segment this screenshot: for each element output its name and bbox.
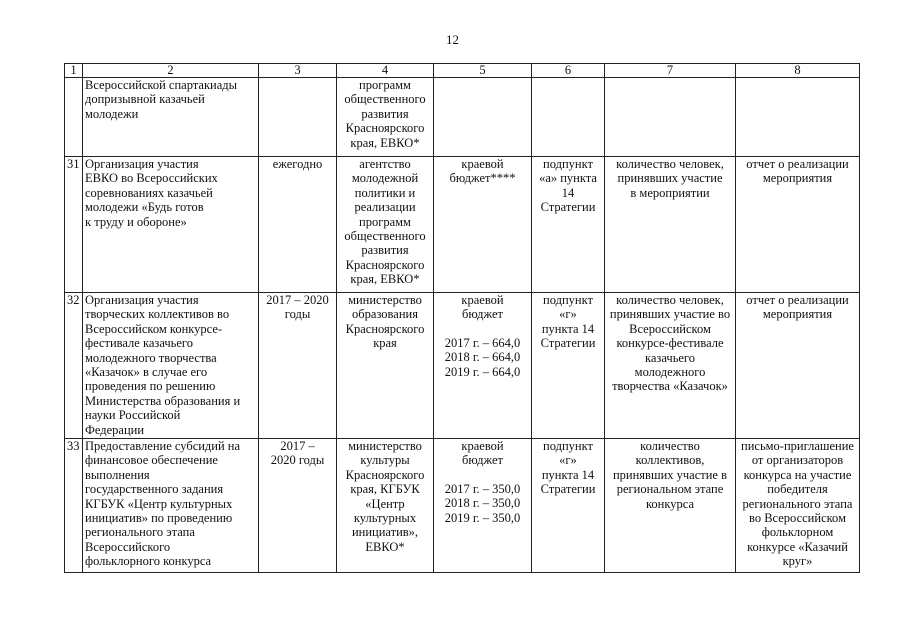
cell-text-line: фестивале казачьего	[85, 336, 193, 351]
cell-text-line: Организация участия	[85, 293, 199, 307]
row-number-cell: 31	[65, 157, 83, 293]
cell-text-line: Красноярского	[345, 257, 425, 272]
funding-source-cell	[434, 293, 532, 439]
cell-text-line: ЕВКО во Всероссийских	[85, 171, 218, 186]
cell-text-line: ЕВКО*	[365, 539, 405, 554]
strategy-basis-cell	[532, 78, 605, 157]
cell-text-line: реализации	[354, 200, 416, 215]
cell-text-line: Министерства образования и	[85, 393, 241, 408]
cell-text-line: победителя	[767, 482, 828, 497]
cell-text-line: принявших участие	[617, 171, 723, 186]
cell-text-line: конкурса на участие	[743, 467, 852, 482]
cell-text-line: Всероссийском конкурсе-	[85, 321, 223, 336]
cell-text-line: общественного	[344, 229, 426, 244]
cell-text-line: «а» пункта	[539, 171, 597, 186]
result-cell	[736, 78, 860, 157]
cell-text-line: общественного	[344, 92, 426, 107]
cell-text-line: подпункт	[543, 157, 593, 171]
cell-text-line: круг»	[782, 554, 813, 569]
cell-text-line: регионального этапа	[742, 496, 853, 511]
cell-text-line: конкурсе-фестивале	[616, 336, 724, 351]
cell-text-line: Организация участия	[85, 157, 199, 171]
cell-text-line: подпункт «г»	[543, 439, 593, 468]
cell-text-line: Стратегии	[540, 482, 596, 497]
cell-text-line: 2017 –	[280, 439, 315, 453]
cell-text-line: Красноярского	[345, 121, 425, 136]
cell-text-line: количество	[640, 439, 700, 453]
result-cell	[736, 157, 860, 293]
cell-text-line: в мероприятии	[630, 185, 710, 200]
cell-text-line: соревнованиях казачьей	[85, 185, 213, 200]
page-number: 12	[446, 32, 459, 47]
cell-text-line: пункта 14	[541, 321, 595, 336]
cell-text-line: 2019 г. – 664,0	[444, 364, 521, 379]
activity-cell	[83, 293, 259, 439]
cell-text-line: отчет о реализации	[746, 293, 849, 307]
cell-text-line: финансовое обеспечение	[85, 453, 218, 468]
executor-cell	[337, 157, 434, 293]
executor-cell	[337, 293, 434, 439]
strategy-basis-cell	[532, 439, 605, 573]
cell-text-line: допризывной казачьей	[85, 92, 205, 107]
cell-text-line: принявших участие в	[612, 467, 728, 482]
program-table	[64, 63, 860, 573]
cell-text-line: мероприятия	[762, 307, 833, 322]
header-row	[65, 64, 860, 78]
cell-text-line: во Всероссийском	[749, 511, 846, 526]
cell-text-line: Предоставление субсидий на	[85, 439, 241, 453]
cell-text-line: конкурсе «Казачий	[747, 539, 848, 554]
cell-text-line: Красноярского	[345, 467, 425, 482]
cell-text-line: краевой	[461, 439, 504, 453]
cell-text-line: годы	[284, 307, 311, 322]
header-cell: 6	[532, 64, 605, 78]
row-number-cell: 33	[65, 439, 83, 573]
cell-text-line: молодежи	[85, 106, 139, 121]
cell-text-line: фольклорного конкурса	[85, 554, 212, 569]
cell-text-line: Всероссийского	[85, 539, 171, 554]
cell-text-line: конкурса	[645, 496, 695, 511]
cell-text-line: агентство	[359, 157, 411, 171]
table-row	[65, 293, 860, 439]
cell-text-line: 14 Стратегии	[540, 185, 596, 215]
result-cell	[736, 293, 860, 439]
funding-source-cell	[434, 78, 532, 157]
cell-text-line: 2018 г. – 664,0	[444, 350, 521, 365]
cell-text-line: мероприятия	[762, 171, 833, 186]
period-cell	[259, 439, 337, 573]
cell-text-line: краевой	[461, 157, 504, 171]
cell-text-line: молодежного творчества	[85, 350, 217, 365]
cell-text-line: пункта 14	[541, 467, 595, 482]
cell-text-line: коллективов,	[635, 453, 705, 468]
cell-text-line: государственного задания	[85, 482, 224, 497]
cell-text-line: «Казачок» в случае его	[85, 365, 208, 380]
cell-text-line: инициатив»,	[351, 525, 419, 540]
indicator-cell	[605, 157, 736, 293]
cell-text-line: министерство	[348, 439, 422, 453]
cell-text-line: от организаторов	[751, 453, 844, 468]
result-cell	[736, 439, 860, 573]
indicator-cell	[605, 439, 736, 573]
row-number-cell: 32	[65, 293, 83, 439]
spacer	[436, 468, 529, 482]
cell-text-line: подпункт «г»	[543, 293, 593, 322]
cell-text-line: Красноярского	[345, 321, 425, 336]
cell-text-line: 2019 г. – 350,0	[444, 510, 521, 525]
cell-text-line: творчества «Казачок»	[612, 379, 728, 394]
cell-text-line: к труду и обороне»	[85, 214, 187, 229]
cell-text-line: казачьего	[644, 350, 696, 365]
table-row	[65, 78, 860, 157]
cell-text-line: бюджет	[462, 307, 503, 322]
header-cell: 8	[736, 64, 860, 78]
cell-text-line: бюджет****	[449, 171, 516, 186]
table-row	[65, 157, 860, 293]
cell-text-line: ежегодно	[272, 157, 323, 171]
header-cell: 4	[337, 64, 434, 78]
activity-cell	[83, 78, 259, 157]
cell-text-line: инициатив» по проведению	[85, 511, 233, 526]
cell-text-line: края, ЕВКО*	[350, 272, 420, 287]
cell-text-line: «Центр	[365, 496, 405, 511]
table-row	[65, 439, 860, 573]
cell-text-line: программ	[359, 78, 411, 92]
cell-text-line: края	[373, 336, 397, 351]
funding-source-cell	[434, 157, 532, 293]
cell-text-line: Всероссийском	[629, 321, 711, 336]
strategy-basis-cell	[532, 157, 605, 293]
cell-text-line: бюджет	[462, 453, 503, 468]
cell-text-line: развития	[361, 106, 409, 121]
row-number-cell	[65, 78, 83, 157]
strategy-basis-cell	[532, 293, 605, 439]
activity-cell	[83, 439, 259, 573]
cell-text-line: развития	[361, 243, 409, 258]
cell-text-line: образования	[352, 307, 418, 322]
cell-text-line: КГБУК «Центр культурных	[85, 496, 233, 511]
header-cell: 7	[605, 64, 736, 78]
cell-text-line: количество человек,	[616, 157, 724, 171]
cell-text-line: политики и	[354, 185, 416, 200]
header-cell: 1	[65, 64, 83, 78]
header-cell: 5	[434, 64, 532, 78]
cell-text-line: 2018 г. – 350,0	[444, 496, 521, 511]
cell-text-line: выполнения	[85, 467, 150, 482]
executor-cell	[337, 439, 434, 573]
cell-text-line: Федерации	[85, 422, 145, 437]
cell-text-line: молодежной	[351, 171, 419, 186]
indicator-cell	[605, 78, 736, 157]
cell-text-line: министерство	[348, 293, 422, 307]
period-cell	[259, 78, 337, 157]
cell-text-line: краевой	[461, 293, 504, 307]
indicator-cell	[605, 293, 736, 439]
period-cell	[259, 157, 337, 293]
cell-text-line: молодежи «Будь готов	[85, 200, 204, 215]
cell-text-line: принявших участие во	[609, 307, 731, 322]
header-cell: 3	[259, 64, 337, 78]
cell-text-line: 2020 годы	[270, 453, 325, 468]
cell-text-line: письмо-приглашение	[741, 439, 854, 453]
cell-text-line: программ	[359, 214, 411, 229]
cell-text-line: регионального этапа	[85, 525, 195, 540]
cell-text-line: Стратегии	[540, 336, 596, 351]
cell-text-line: 2017 г. – 350,0	[444, 481, 521, 496]
cell-text-line: отчет о реализации	[746, 157, 849, 171]
cell-text-line: региональном этапе	[616, 482, 724, 497]
cell-text-line: творческих коллективов во	[85, 307, 230, 322]
header-cell: 2	[83, 64, 259, 78]
cell-text-line: культурных	[353, 511, 417, 526]
cell-text-line: края, КГБУК	[350, 482, 420, 497]
cell-text-line: 2017 – 2020	[266, 293, 329, 307]
cell-text-line: количество человек,	[616, 293, 724, 307]
cell-text-line: 2017 г. – 664,0	[444, 335, 521, 350]
cell-text-line: Всероссийской спартакиады	[85, 78, 238, 92]
activity-cell	[83, 157, 259, 293]
spacer	[436, 322, 529, 336]
executor-cell	[337, 78, 434, 157]
cell-text-line: культуры	[360, 453, 410, 468]
period-cell	[259, 293, 337, 439]
cell-text-line: края, ЕВКО*	[350, 135, 420, 150]
funding-source-cell	[434, 439, 532, 573]
cell-text-line: молодежного	[634, 365, 706, 380]
cell-text-line: науки Российской	[85, 408, 181, 423]
cell-text-line: фольклорном	[761, 525, 834, 540]
cell-text-line: проведения по решению	[85, 379, 216, 394]
